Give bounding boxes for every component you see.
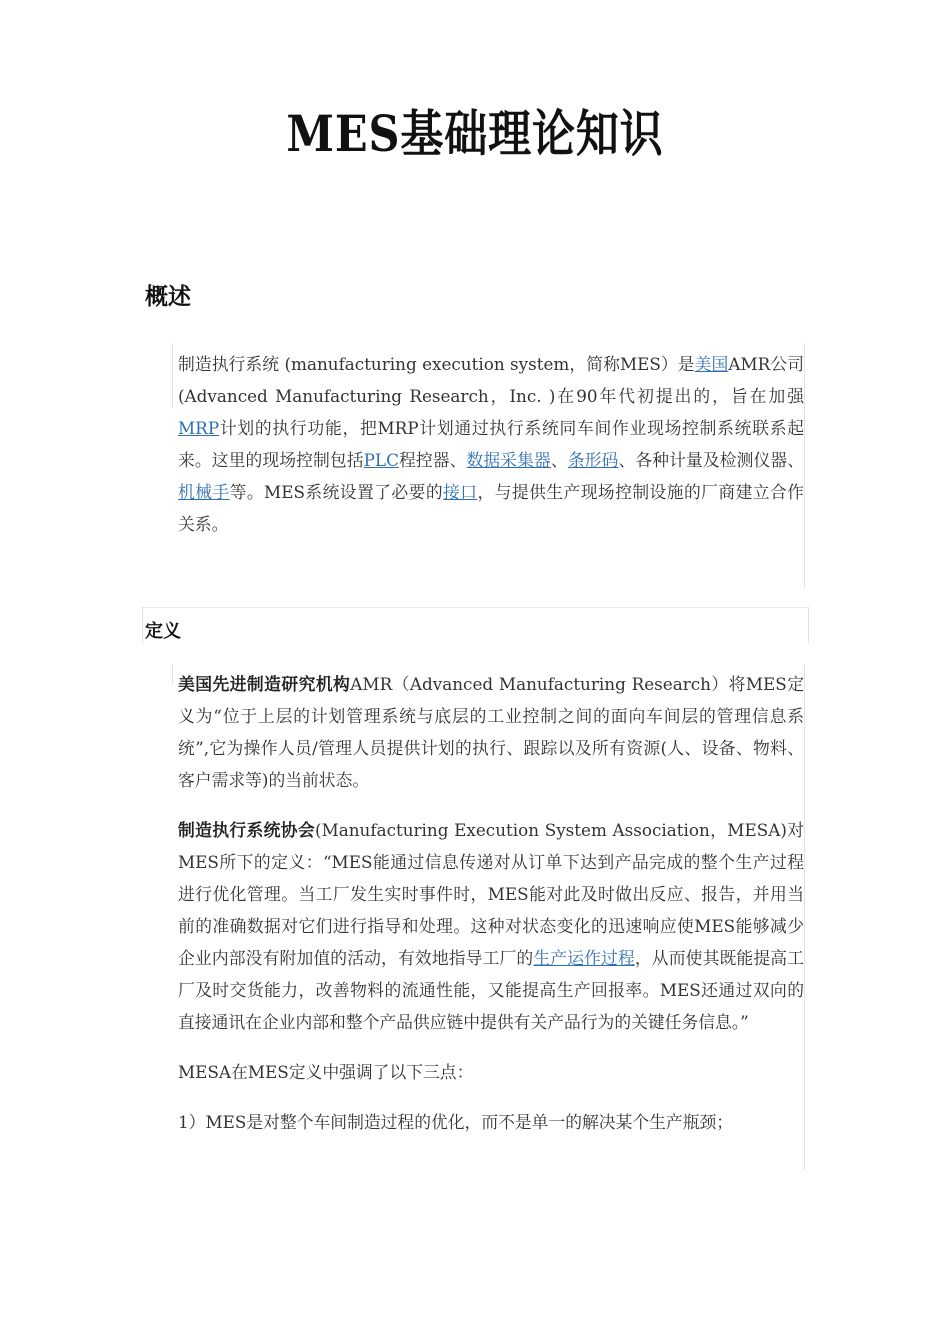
link-barcode[interactable]: 条形码 — [567, 450, 619, 470]
link-us[interactable]: 美国 — [694, 354, 729, 374]
definition-paragraph-points-intro: MESA在MES定义中强调了以下三点： — [178, 1062, 474, 1082]
definition-heading-left-border — [142, 607, 143, 643]
definition-heading-top-border — [142, 607, 808, 608]
link-data-collector[interactable]: 数据采集器 — [466, 450, 551, 470]
text-run: AMR公司(Advanced Manufacturing Research，Inc. )在90年代初提出的，旨在加强 — [178, 354, 804, 406]
text-run: 、 — [550, 450, 568, 470]
definition-paragraph-amr — [178, 668, 804, 796]
text-run: 程控器、 — [398, 450, 467, 470]
definition-paragraph-mesa — [178, 814, 804, 1038]
text-run: 、各种计量及检测仪器、 — [618, 450, 804, 470]
link-mrp[interactable]: MRP — [178, 418, 220, 438]
text-run: 计划的执行功能，把MRP计划通过执行系统同车间作业现场控制系统联系起来。这里的现场控制包括 — [178, 418, 804, 470]
link-production-process[interactable]: 生产运作过程 — [533, 948, 635, 968]
text-run: ，从而使其既能提高工厂及时交货能力，改善物料的流通性能，又能提高生产回报率。MES还通过双向的直接通讯在企业内部和整个产品供应链中提供有关产品行为的关键任务信息。” — [178, 948, 804, 1032]
text-run: ，与提供生产现场控制设施的厂商建立合作关系。 — [178, 482, 804, 534]
text-run: (Manufacturing Execution System Association，MESA)对MES所下的定义：“MES能通过信息传递对从订单下达到产品完成的整个生产过程进行优化管理。当工厂发生实时事件时，MES能对此及时做出反应、报告，并用当前的准确数据对它们进行指导和处理。这种对状态变化的迅速响应使MES能够减少企业内部没有附加值的活动，有效地指导工厂的 — [178, 820, 804, 968]
section-heading-definition: 定义 — [145, 621, 181, 642]
definition-heading-right-border — [808, 607, 809, 643]
definition-box-right-border — [804, 664, 805, 1170]
overview-paragraph — [178, 348, 804, 540]
document-title: MES基础理论知识 — [286, 104, 664, 163]
definition-paragraph-block — [178, 668, 804, 1138]
overview-box-left-border — [172, 343, 173, 408]
text-run: 等。MES系统设置了必要的 — [229, 482, 444, 502]
text-run: 制造执行系统 (manufacturing execution system，简称MES）是 — [178, 354, 695, 374]
link-plc[interactable]: PLC — [363, 450, 399, 470]
link-interface[interactable]: 接口 — [443, 482, 478, 502]
definition-box-left-border — [172, 664, 173, 684]
definition-paragraph-point-1: 1）MES是对整个车间制造过程的优化，而不是单一的解决某个生产瓶颈； — [178, 1112, 734, 1132]
link-manipulator[interactable]: 机械手 — [178, 482, 230, 502]
section-heading-overview: 概述 — [145, 284, 191, 310]
bold-term: 美国先进制造研究机构 — [178, 674, 351, 694]
overview-paragraph-block — [178, 348, 804, 540]
text-run: AMR（Advanced Manufacturing Research）将MES定义为“位于上层的计划管理系统与底层的工业控制之间的面向车间层的管理信息系统”,它为操作人员/管理人员提供计划的执行、跟踪以及所有资源(人、设备、物料、客户需求等)的当前状态。 — [178, 674, 804, 790]
bold-term: 制造执行系统协会 — [178, 820, 316, 840]
overview-box-right-border — [804, 343, 805, 588]
